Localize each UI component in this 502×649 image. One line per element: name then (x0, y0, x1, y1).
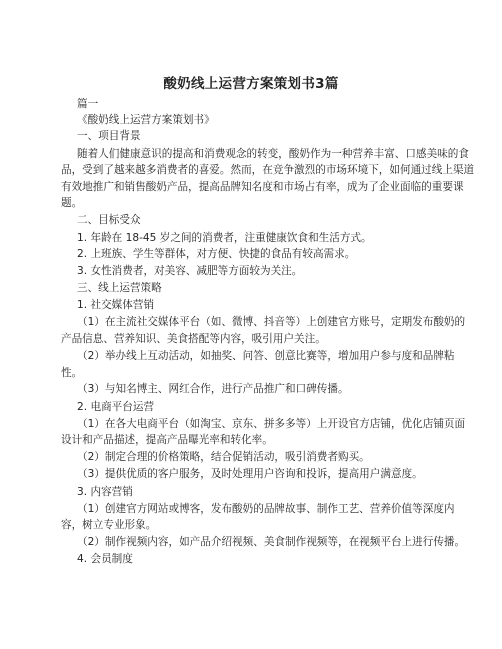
paragraph-line: （2）制作视频内容，如产品介绍视频、美食制作视频等，在视频平台上进行传播。 (77, 536, 466, 548)
document-subtitle: 《酸奶线上运营方案策划书》 (77, 114, 215, 126)
heading-audience: 二、目标受众 (77, 214, 141, 226)
paragraph-line: （3）与知名博主、网红合作，进行产品推广和口碑传播。 (77, 383, 349, 395)
paragraph-line: 品，受到了越来越多消费者的喜爱。然而，在竞争激烈的市场环境下，如何通过线上渠道 (61, 164, 475, 176)
paragraph-line: 容，树立专业形象。 (61, 519, 157, 531)
paragraph-line: （1）在各大电商平台（如淘宝、京东、拼多多等）上开设官方店铺，优化店铺页面 (77, 418, 466, 430)
list-item: 3. 女性消费者，对美容、减肥等方面较为关注。 (77, 265, 303, 277)
paragraph-line: （3）提供优质的客户服务，及时处理用户咨询和投诉，提高用户满意度。 (77, 468, 423, 480)
section-label: 篇一 (77, 98, 99, 110)
paragraph-line: 性。 (61, 367, 83, 379)
heading-strategy: 三、线上运营策略 (77, 282, 162, 294)
paragraph-line: 题。 (61, 197, 83, 209)
paragraph-line: （1）在主流社交媒体平台（如、微博、抖音等）上创建官方账号，定期发布酸奶的 (77, 316, 466, 328)
heading-background: 一、项目背景 (77, 130, 141, 142)
paragraph-line: 随着人们健康意识的提高和消费观念的转变，酸奶作为一种营养丰富、口感美味的食 (77, 148, 469, 160)
paragraph-line: 设计和产品描述，提高产品曝光率和转化率。 (61, 434, 273, 446)
subheading: 3. 内容营销 (77, 486, 133, 498)
list-item: 1. 年龄在 18-45 岁之间的消费者，注重健康饮食和生活方式。 (77, 232, 372, 244)
paragraph-line: （2）举办线上互动活动，如抽奖、问答、创意比赛等，增加用户参与度和品牌粘 (77, 350, 455, 362)
paragraph-line: 有效地推广和销售酸奶产品，提高品牌知名度和市场占有率，成为了企业面临的重要课 (61, 181, 464, 193)
paragraph-line: 产品信息、营养知识、美食搭配等内容，吸引用户关注。 (61, 333, 326, 345)
paragraph-line: （2）制定合理的价格策略，结合促销活动，吸引消费者购买。 (77, 451, 370, 463)
subheading: 1. 社交媒体营销 (77, 299, 155, 311)
paragraph-line: （1）创建官方网站或博客，发布酸奶的品牌故事、制作工艺、营养价值等深度内 (77, 503, 455, 515)
document-title: 酸奶线上运营方案策划书3篇 (163, 76, 339, 92)
subheading: 2. 电商平台运营 (77, 401, 155, 413)
list-item: 2. 上班族、学生等群体，对方便、快捷的食品有较高需求。 (77, 248, 356, 260)
subheading: 4. 会员制度 (77, 553, 133, 565)
